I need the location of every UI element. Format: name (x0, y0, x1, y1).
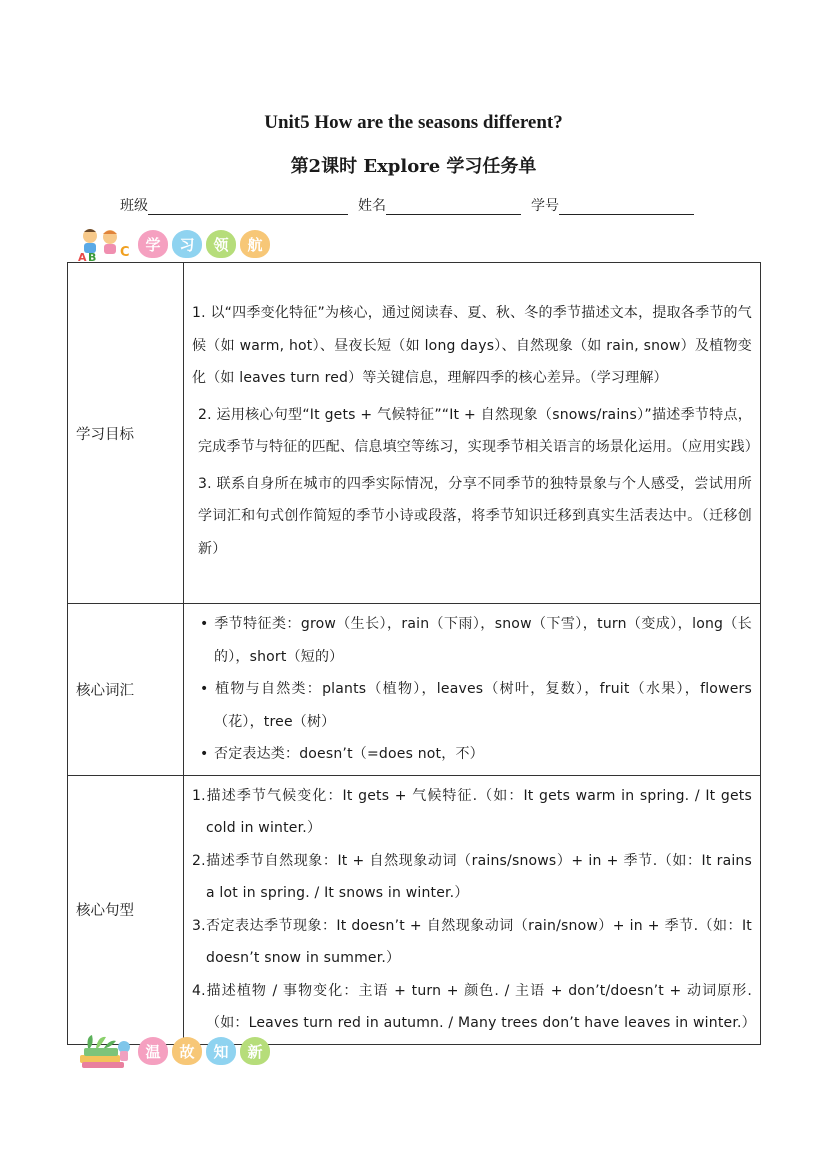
section-banner-study-guide (76, 226, 270, 262)
class-blank[interactable] (148, 197, 348, 215)
review-heart-4: 新 (240, 1037, 270, 1065)
page-title: Unit5 How are the seasons different? (264, 112, 563, 133)
vocab-item-text: 否定表达类：doesn’t（=does not，不） (214, 746, 484, 762)
page-subtitle: 第2课时 Explore 学习任务单 (290, 156, 537, 177)
bullet-dot: • (200, 681, 209, 697)
review-heart-2: 故 (172, 1037, 202, 1065)
vocab-item-3 (192, 738, 752, 771)
svg-text:B: B (88, 251, 97, 262)
pattern-item-3: 3.否定表达季节现象：It doesn’t + 自然现象动词（rain/snow）+ in + 季节.（如：It doesn’t snow in summer.） (192, 917, 752, 966)
goal-item-2: 2. 运用核心句型“It gets + 气候特征”“It + 自然现象（snows/rains）”描述季节特点，完成季节与特征的匹配、信息填空等练习，实现季节相关语言的场景化运用。（应用实践） (198, 406, 759, 455)
table-row-patterns (68, 775, 761, 1044)
section-banner-review (76, 1033, 270, 1069)
number-label: 学号 (531, 198, 559, 214)
banner-heart-1: 学 (138, 230, 168, 258)
bullet-dot: • (200, 616, 209, 632)
patterns-label: 核心句型 (68, 775, 184, 1044)
pattern-item-2: 2.描述季节自然现象：It + 自然现象动词（rains/snows）+ in + 季节.（如：It rains a lot in spring. / It snows in winter.） (192, 852, 752, 901)
goal-item-1: 1. 以“四季变化特征”为核心，通过阅读春、夏、秋、冬的季节描述文本，提取各季节的气候（如 warm, hot）、昼夜长短（如 long days）、自然现象（如 rain, snow）及植物变化（如 leaves turn red）等关键信息，理解四季的核心差异。（学习理解） (192, 305, 752, 386)
vocab-content (184, 604, 761, 776)
svg-text:C: C (120, 245, 130, 260)
books-plant-icon (76, 1033, 134, 1069)
table-row-vocab (68, 604, 761, 776)
name-label: 姓名 (358, 198, 386, 214)
vocab-item-2 (192, 673, 752, 738)
review-heart-1: 温 (138, 1037, 168, 1065)
banner-heart-4: 航 (240, 230, 270, 258)
pattern-item-1: 1.描述季节气候变化：It gets + 气候特征.（如：It gets warm in spring. / It gets cold in winter.） (192, 787, 752, 836)
vocab-item-text: 季节特征类：grow（生长），rain（下雨），snow（下雪），turn（变成），long（长的），short（短的） (214, 616, 752, 665)
vocab-label: 核心词汇 (68, 604, 184, 776)
name-blank[interactable] (386, 197, 521, 215)
student-info-row (120, 193, 704, 215)
goals-label: 学习目标 (68, 263, 184, 604)
patterns-content (184, 775, 761, 1044)
class-label: 班级 (120, 198, 148, 214)
bullet-dot: • (200, 746, 209, 762)
vocab-item-text: 植物与自然类：plants（植物），leaves（树叶，复数），fruit（水果），flowers（花），tree（树） (214, 681, 752, 730)
banner-heart-3: 领 (206, 230, 236, 258)
goals-content (184, 263, 761, 604)
pattern-item-4: 4.描述植物 / 事物变化：主语 + turn + 颜色. / 主语 + don’t/doesn’t + 动词原形.（如：Leaves turn red in autumn. / Many trees don’t have leaves in winter.） (192, 982, 756, 1031)
banner-heart-2: 习 (172, 230, 202, 258)
table-row-goals (68, 263, 761, 604)
number-blank[interactable] (559, 197, 694, 215)
task-table (67, 262, 761, 1045)
review-heart-3: 知 (206, 1037, 236, 1065)
abc-kids-icon (76, 226, 134, 262)
goal-item-3: 3. 联系自身所在城市的四季实际情况，分享不同季节的独特景象与个人感受，尝试用所学词汇和句式创作简短的季节小诗或段落，将季节知识迁移到真实生活表达中。（迁移创新） (198, 475, 752, 557)
vocab-item-1 (192, 608, 752, 673)
svg-text:A: A (78, 251, 87, 262)
